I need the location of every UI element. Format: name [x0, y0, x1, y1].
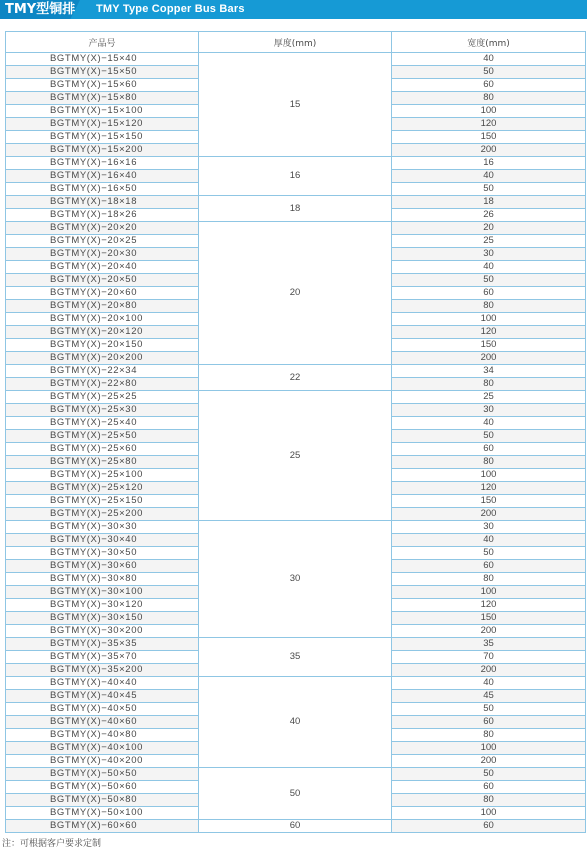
table-row	[6, 196, 586, 209]
product-model-cell: BGTMY(X)−35×35	[6, 638, 199, 651]
product-model-cell: BGTMY(X)−15×80	[6, 92, 199, 105]
thickness-cell: 22	[199, 365, 392, 391]
product-model-cell: BGTMY(X)−15×60	[6, 79, 199, 92]
table-row	[6, 638, 586, 651]
width-cell: 200	[392, 625, 586, 638]
product-model-cell: BGTMY(X)−40×45	[6, 690, 199, 703]
product-model-cell: BGTMY(X)−15×50	[6, 66, 199, 79]
product-model-cell: BGTMY(X)−20×50	[6, 274, 199, 287]
thickness-cell: 40	[199, 677, 392, 768]
width-cell: 100	[392, 469, 586, 482]
width-cell: 60	[392, 781, 586, 794]
width-cell: 16	[392, 157, 586, 170]
product-model-cell: BGTMY(X)−50×100	[6, 807, 199, 820]
product-model-cell: BGTMY(X)−40×50	[6, 703, 199, 716]
product-model-cell: BGTMY(X)−18×18	[6, 196, 199, 209]
product-model-cell: BGTMY(X)−18×26	[6, 209, 199, 222]
width-cell: 40	[392, 261, 586, 274]
width-cell: 120	[392, 326, 586, 339]
width-cell: 80	[392, 794, 586, 807]
width-cell: 100	[392, 807, 586, 820]
table-row	[6, 365, 586, 378]
thickness-cell: 15	[199, 53, 392, 157]
thickness-cell: 25	[199, 391, 392, 521]
product-model-cell: BGTMY(X)−40×40	[6, 677, 199, 690]
product-model-cell: BGTMY(X)−25×25	[6, 391, 199, 404]
width-cell: 120	[392, 482, 586, 495]
width-cell: 60	[392, 443, 586, 456]
thickness-cell: 20	[199, 222, 392, 365]
product-model-cell: BGTMY(X)−40×200	[6, 755, 199, 768]
product-model-cell: BGTMY(X)−25×200	[6, 508, 199, 521]
product-model-cell: BGTMY(X)−25×150	[6, 495, 199, 508]
table-row	[6, 53, 586, 66]
product-model-cell: BGTMY(X)−50×60	[6, 781, 199, 794]
product-model-cell: BGTMY(X)−20×100	[6, 313, 199, 326]
width-cell: 100	[392, 105, 586, 118]
product-model-cell: BGTMY(X)−50×80	[6, 794, 199, 807]
product-model-cell: BGTMY(X)−15×120	[6, 118, 199, 131]
product-model-cell: BGTMY(X)−25×50	[6, 430, 199, 443]
table-row	[6, 157, 586, 170]
width-cell: 18	[392, 196, 586, 209]
thickness-cell: 50	[199, 768, 392, 820]
product-model-cell: BGTMY(X)−25×60	[6, 443, 199, 456]
width-cell: 50	[392, 703, 586, 716]
product-model-cell: BGTMY(X)−20×40	[6, 261, 199, 274]
product-model-cell: BGTMY(X)−20×25	[6, 235, 199, 248]
width-cell: 150	[392, 495, 586, 508]
width-cell: 80	[392, 378, 586, 391]
product-model-cell: BGTMY(X)−30×30	[6, 521, 199, 534]
width-cell: 200	[392, 755, 586, 768]
width-cell: 50	[392, 183, 586, 196]
product-model-cell: BGTMY(X)−22×80	[6, 378, 199, 391]
product-model-cell: BGTMY(X)−20×30	[6, 248, 199, 261]
product-model-cell: BGTMY(X)−25×30	[6, 404, 199, 417]
width-cell: 100	[392, 586, 586, 599]
column-header-width: 宽度(mm)	[392, 32, 586, 53]
product-model-cell: BGTMY(X)−30×80	[6, 573, 199, 586]
width-cell: 25	[392, 235, 586, 248]
width-cell: 60	[392, 79, 586, 92]
product-model-cell: BGTMY(X)−25×40	[6, 417, 199, 430]
product-model-cell: BGTMY(X)−16×40	[6, 170, 199, 183]
width-cell: 200	[392, 352, 586, 365]
width-cell: 200	[392, 664, 586, 677]
product-model-cell: BGTMY(X)−50×50	[6, 768, 199, 781]
width-cell: 60	[392, 287, 586, 300]
product-model-cell: BGTMY(X)−30×200	[6, 625, 199, 638]
product-model-cell: BGTMY(X)−30×40	[6, 534, 199, 547]
width-cell: 40	[392, 53, 586, 66]
product-model-cell: BGTMY(X)−40×60	[6, 716, 199, 729]
table-row	[6, 391, 586, 404]
footnote: 注：可根据客户要求定制	[2, 839, 102, 849]
width-cell: 40	[392, 170, 586, 183]
width-cell: 50	[392, 274, 586, 287]
product-model-cell: BGTMY(X)−22×34	[6, 365, 199, 378]
width-cell: 30	[392, 521, 586, 534]
product-model-cell: BGTMY(X)−20×200	[6, 352, 199, 365]
product-model-cell: BGTMY(X)−20×20	[6, 222, 199, 235]
product-model-cell: BGTMY(X)−15×40	[6, 53, 199, 66]
width-cell: 20	[392, 222, 586, 235]
width-cell: 35	[392, 638, 586, 651]
product-model-cell: BGTMY(X)−40×100	[6, 742, 199, 755]
table-row	[6, 768, 586, 781]
width-cell: 80	[392, 92, 586, 105]
width-cell: 45	[392, 690, 586, 703]
width-cell: 70	[392, 651, 586, 664]
width-cell: 150	[392, 131, 586, 144]
width-cell: 30	[392, 404, 586, 417]
product-model-cell: BGTMY(X)−20×120	[6, 326, 199, 339]
column-header-model: 产品号	[6, 32, 199, 53]
width-cell: 50	[392, 66, 586, 79]
product-model-cell: BGTMY(X)−25×120	[6, 482, 199, 495]
table-body	[6, 53, 586, 833]
width-cell: 60	[392, 560, 586, 573]
header-title-en: TMY Type Copper Bus Bars	[96, 3, 245, 15]
product-model-cell: BGTMY(X)−20×150	[6, 339, 199, 352]
width-cell: 120	[392, 599, 586, 612]
thickness-cell: 16	[199, 157, 392, 196]
header-bar	[0, 0, 587, 19]
width-cell: 50	[392, 768, 586, 781]
product-model-cell: BGTMY(X)−20×60	[6, 287, 199, 300]
width-cell: 50	[392, 547, 586, 560]
width-cell: 30	[392, 248, 586, 261]
table-row	[6, 521, 586, 534]
product-model-cell: BGTMY(X)−15×200	[6, 144, 199, 157]
spec-table-container	[5, 31, 585, 833]
product-model-cell: BGTMY(X)−30×60	[6, 560, 199, 573]
table-row	[6, 222, 586, 235]
product-model-cell: BGTMY(X)−16×16	[6, 157, 199, 170]
product-model-cell: BGTMY(X)−35×200	[6, 664, 199, 677]
width-cell: 40	[392, 417, 586, 430]
width-cell: 120	[392, 118, 586, 131]
width-cell: 200	[392, 144, 586, 157]
product-model-cell: BGTMY(X)−16×50	[6, 183, 199, 196]
table-row	[6, 820, 586, 833]
width-cell: 40	[392, 677, 586, 690]
spec-table	[5, 31, 586, 833]
product-model-cell: BGTMY(X)−30×100	[6, 586, 199, 599]
product-model-cell: BGTMY(X)−15×150	[6, 131, 199, 144]
width-cell: 80	[392, 729, 586, 742]
table-row	[6, 677, 586, 690]
thickness-cell: 60	[199, 820, 392, 833]
width-cell: 80	[392, 300, 586, 313]
width-cell: 150	[392, 339, 586, 352]
column-header-thickness: 厚度(mm)	[199, 32, 392, 53]
product-model-cell: BGTMY(X)−25×80	[6, 456, 199, 469]
width-cell: 40	[392, 534, 586, 547]
product-model-cell: BGTMY(X)−40×80	[6, 729, 199, 742]
width-cell: 60	[392, 820, 586, 833]
product-model-cell: BGTMY(X)−60×60	[6, 820, 199, 833]
product-model-cell: BGTMY(X)−30×120	[6, 599, 199, 612]
product-model-cell: BGTMY(X)−30×150	[6, 612, 199, 625]
header-title-cn: TMY型铜排	[5, 2, 76, 17]
width-cell: 60	[392, 716, 586, 729]
thickness-cell: 18	[199, 196, 392, 222]
width-cell: 34	[392, 365, 586, 378]
table-header-row	[6, 32, 586, 53]
width-cell: 50	[392, 430, 586, 443]
thickness-cell: 35	[199, 638, 392, 677]
width-cell: 100	[392, 313, 586, 326]
page-header	[0, 0, 587, 21]
width-cell: 100	[392, 742, 586, 755]
product-model-cell: BGTMY(X)−30×50	[6, 547, 199, 560]
product-model-cell: BGTMY(X)−15×100	[6, 105, 199, 118]
product-model-cell: BGTMY(X)−35×70	[6, 651, 199, 664]
width-cell: 150	[392, 612, 586, 625]
width-cell: 26	[392, 209, 586, 222]
product-model-cell: BGTMY(X)−25×100	[6, 469, 199, 482]
width-cell: 80	[392, 456, 586, 469]
width-cell: 200	[392, 508, 586, 521]
thickness-cell: 30	[199, 521, 392, 638]
product-model-cell: BGTMY(X)−20×80	[6, 300, 199, 313]
width-cell: 25	[392, 391, 586, 404]
width-cell: 80	[392, 573, 586, 586]
